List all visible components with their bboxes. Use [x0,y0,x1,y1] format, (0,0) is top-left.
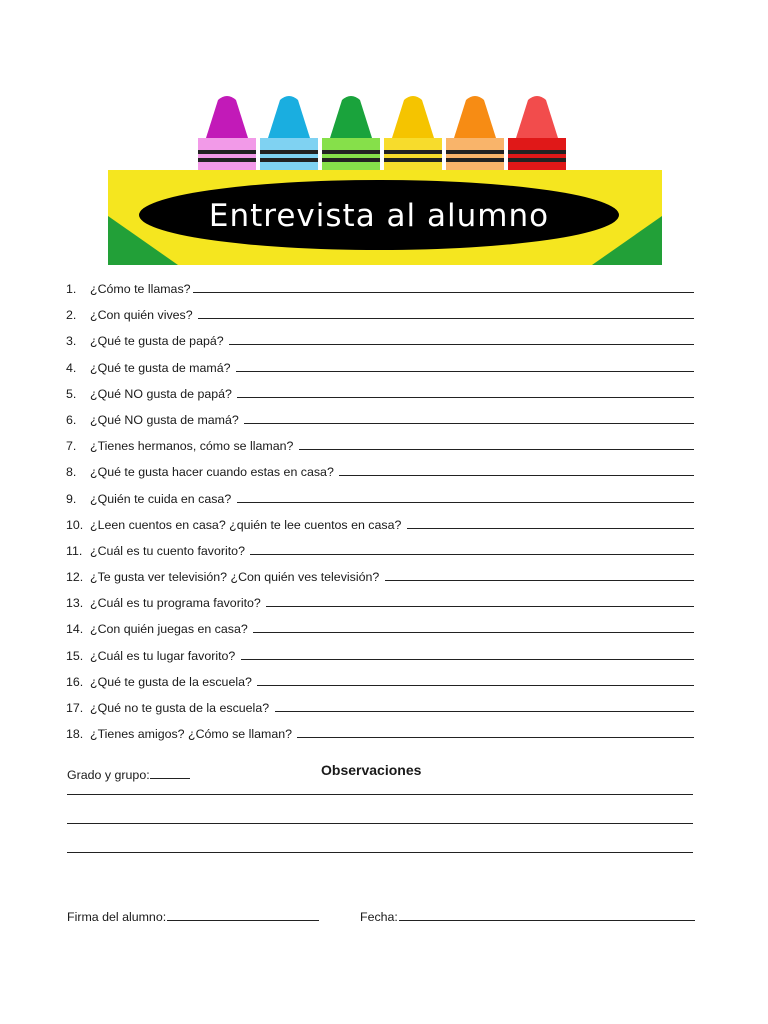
crayon-stripe [322,150,380,154]
question-item [66,334,706,360]
question-item [66,361,706,387]
question-text: ¿Qué no te gusta de la escuela? [90,701,273,715]
question-number: 7. [66,439,77,454]
question-number: 5. [66,386,77,401]
date-blank[interactable] [399,908,695,921]
crayon-body [198,138,256,172]
crayon-stripe [508,158,566,162]
question-item [66,622,706,648]
question-text: ¿Qué te gusta de mamá? [90,360,234,375]
crayon-stripe [446,158,504,162]
question-text: ¿Qué te gusta de papá? [90,334,228,349]
question-item [66,570,706,596]
question-item [66,649,706,675]
question-number: 3. [66,334,77,349]
crayon-stripe [198,150,256,154]
question-number: 18. [66,727,84,742]
question-item [66,596,706,622]
question-number: 8. [66,465,77,480]
question-number: 9. [66,491,77,506]
question-item [66,675,706,701]
crayon-tip [330,96,372,138]
crayon-stripe [508,150,566,154]
question-text: ¿Tienes hermanos, cómo se llaman? [90,439,297,454]
question-text: ¿Cuál es tu cuento favorito? [90,543,249,558]
crayon-tip [206,96,248,138]
signature-label: Firma del alumno: [67,910,167,924]
answer-blank[interactable] [257,675,694,686]
answer-blank[interactable] [266,596,694,607]
question-item [66,439,706,465]
answer-blank[interactable] [237,492,694,503]
answer-blank[interactable] [299,439,694,450]
question-text: ¿Quién te cuida en casa? [90,491,235,506]
question-number: 17. [66,701,84,715]
observation-line[interactable] [67,823,693,824]
question-number: 6. [66,412,77,427]
crayon-stripe [260,158,318,162]
crayon-tip [454,96,496,138]
observation-line[interactable] [67,794,693,795]
question-item [66,492,706,518]
question-text: ¿Cómo te llamas? [90,282,191,296]
crayon-stripe [446,150,504,154]
crayon-box-illustration [108,94,662,266]
question-item [66,727,706,753]
crayon-header [108,94,662,266]
date-field [360,908,695,924]
answer-blank[interactable] [229,334,694,345]
observation-line[interactable] [67,852,693,853]
answer-blank[interactable] [339,465,694,476]
crayon-body [508,138,566,172]
question-number: 1. [66,282,77,296]
question-number: 14. [66,622,84,637]
crayon-body [260,138,318,172]
question-text: ¿Te gusta ver televisión? ¿Con quién ves televisión? [90,570,383,585]
question-text: ¿Cuál es tu lugar favorito? [90,648,239,663]
crayon-body [384,138,442,172]
question-number: 15. [66,648,84,663]
question-item [66,387,706,413]
question-text: ¿Leen cuentos en casa? ¿quién te lee cuentos en casa? [90,517,405,532]
observations-title: Observaciones [321,762,422,778]
answer-blank[interactable] [241,649,694,660]
crayon-tip [268,96,310,138]
signature-blank[interactable] [167,908,319,921]
crayon-stripe [384,150,442,154]
question-text: ¿Qué NO gusta de papá? [90,386,236,401]
signature-field [67,908,319,924]
page-title: Entrevista al alumno [208,198,550,234]
grade-blank[interactable] [150,766,190,779]
question-number: 2. [66,308,77,323]
question-text: ¿Tienes amigos? ¿Cómo se llaman? [90,727,296,742]
question-item [66,701,706,727]
crayon-tip [392,96,434,138]
answer-blank[interactable] [385,570,694,581]
grade-label: Grado y grupo: [67,768,150,782]
question-item [66,282,706,308]
question-text: ¿Qué te gusta de la escuela? [90,674,256,689]
answer-blank[interactable] [236,361,694,372]
crayon-stripe [322,158,380,162]
question-list [66,282,706,753]
crayon-tip [516,96,558,138]
answer-blank[interactable] [237,387,694,398]
crayon-body [446,138,504,172]
question-text: ¿Con quién vives? [90,308,197,323]
question-number: 16. [66,674,84,689]
answer-blank[interactable] [198,308,694,319]
question-item [66,518,706,544]
answer-blank[interactable] [193,282,694,293]
date-label: Fecha: [360,910,398,924]
question-number: 13. [66,596,84,611]
answer-blank[interactable] [253,622,694,633]
question-number: 10. [66,517,84,532]
question-item [66,308,706,334]
question-text: ¿Cuál es tu programa favorito? [90,596,265,611]
grade-field [67,766,190,782]
crayon-stripe [384,158,442,162]
question-item [66,413,706,439]
question-number: 11. [66,543,83,558]
crayon-stripe [260,150,318,154]
question-text: ¿Con quién juegas en casa? [90,622,252,637]
question-item [66,465,706,491]
answer-blank[interactable] [250,544,694,555]
question-text: ¿Qué NO gusta de mamá? [90,412,243,427]
question-number: 12. [66,570,84,585]
question-number: 4. [66,360,77,375]
crayon-stripe [198,158,256,162]
question-text: ¿Qué te gusta hacer cuando estas en casa? [90,465,338,480]
answer-blank[interactable] [244,413,694,424]
answer-blank[interactable] [297,727,694,738]
question-item [66,544,706,570]
answer-blank[interactable] [407,518,694,529]
answer-blank[interactable] [275,701,694,712]
crayon-body [322,138,380,172]
